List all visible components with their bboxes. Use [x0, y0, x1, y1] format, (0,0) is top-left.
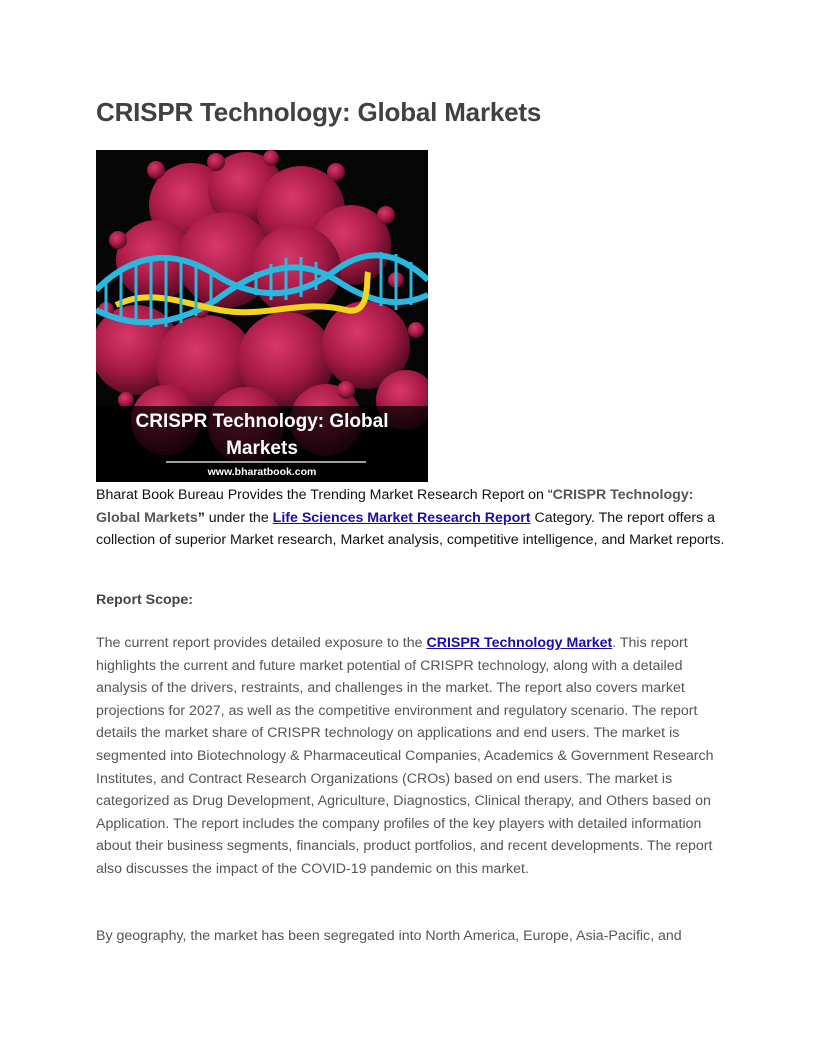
- intro-report-name: CRISPR Technology: Global Markets: [96, 487, 694, 526]
- report-scope-heading: Report Scope:: [96, 592, 193, 608]
- market-link[interactable]: CRISPR Technology Market: [426, 635, 613, 651]
- cover-heading-line1: CRISPR Technology: Global: [135, 411, 389, 432]
- scope-prefix: The current report provides detailed exposure to the: [96, 635, 427, 651]
- cover-image: [96, 150, 428, 482]
- cover-heading-line2: Markets: [226, 438, 298, 459]
- page-title: CRISPR Technology: Global Markets: [96, 97, 542, 127]
- scope-paragraph: [96, 632, 726, 881]
- intro-under-the: under the: [204, 509, 273, 526]
- intro-close-quote: ”: [197, 509, 205, 526]
- geography-paragraph: By geography, the market has been segregated into North America, Europe, Asia-Pacific, and: [96, 928, 682, 944]
- intro-suffix: Category. The report offers a collection of superior Market research, Market analysis, competitive intelligence, and Market reports.: [96, 509, 725, 549]
- scope-suffix: . This report highlights the current and future market potential of CRISPR technology, along with a detailed analysis of the drivers, restraints, and challenges in the market. The report also covers market projections for 2027, as well as the competitive environment and regulatory scenario. The report details the market share of CRISPR technology on applications and end users. The market is segmented into Biotechnology & Pharmaceutical Companies, Academics & Government Research Institutes, and Contract Research Organizations (CROs) based on end users. The market is categorized as Drug Development, Agriculture, Diagnostics, Clinical therapy, and Others based on Application. The report includes the company profiles of the key players with detailed information about their business segments, financials, product portfolios, and recent developments. The report also discusses the impact of the COVID-19 pandemic on this market.: [96, 635, 714, 877]
- cover-website: www.bharatbook.com: [207, 466, 317, 478]
- intro-prefix: Bharat Book Bureau Provides the Trending Market Research Report on “: [96, 487, 553, 503]
- intro-paragraph: [96, 484, 726, 552]
- category-link[interactable]: Life Sciences Market Research Report: [272, 509, 531, 526]
